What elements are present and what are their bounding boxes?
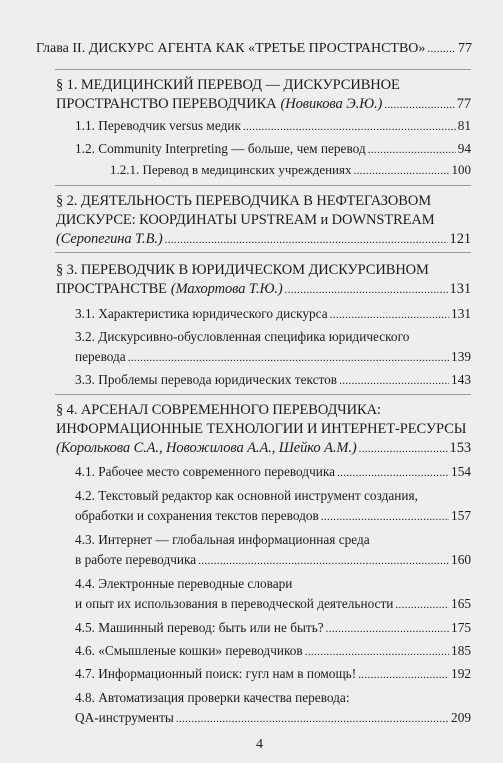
toc-section-2	[56, 192, 471, 250]
section-heading-line: § 2. ДЕЯТЕЛЬНОСТЬ ПЕРЕВОДЧИКА В НЕФТЕГАЗОВОМ	[56, 193, 432, 209]
toc-item	[75, 139, 471, 160]
section-heading-line: ПРОСТРАНСТВО ПЕРЕВОДЧИКА	[56, 96, 277, 112]
dot-leader	[326, 618, 449, 639]
toc-subitem	[110, 162, 471, 178]
item-label: 3.1. Характеристика юридического дискурса	[75, 306, 328, 321]
item-label: и опыт их использования в переводческой деятельности	[75, 596, 394, 611]
dot-leader	[337, 462, 449, 483]
toc-section-4	[56, 401, 471, 459]
chapter-title: Глава II. ДИСКУРС АГЕНТА КАК «ТРЕТЬЕ ПРОСТРАНСТВО»	[36, 41, 426, 56]
section-heading-line: ПРОСТРАНСТВЕ	[56, 281, 167, 297]
dot-leader	[285, 280, 448, 300]
toc-item	[75, 688, 471, 729]
toc-item	[75, 486, 471, 527]
toc-item	[75, 304, 471, 325]
item-label: 1.2. Community Interpreting — больше, чем перевод	[75, 141, 366, 156]
section-author: (Новикова Э.Ю.)	[280, 96, 383, 112]
dot-leader	[305, 641, 449, 662]
toc-section-3	[56, 261, 471, 300]
item-label: 4.3. Интернет — глобальная информационная среда	[75, 532, 370, 547]
dot-leader	[243, 116, 456, 137]
dot-leader	[359, 439, 448, 459]
dot-leader	[384, 95, 454, 115]
page-ref: 77	[458, 41, 472, 56]
page-ref: 131	[449, 281, 471, 297]
page-ref: 121	[449, 231, 471, 247]
page-ref: 153	[449, 440, 471, 456]
dot-leader	[427, 41, 456, 57]
page-ref: 81	[457, 118, 471, 133]
item-label: QA-инструменты	[75, 710, 174, 725]
item-label: перевода	[75, 349, 126, 364]
item-label: 4.4. Электронные переводные словари	[75, 576, 293, 591]
separator	[55, 69, 471, 70]
page-ref: 160	[451, 552, 471, 567]
item-label: 1.2.1. Перевод в медицинских учреждениях	[110, 162, 352, 177]
page-ref: 192	[451, 666, 471, 681]
toc-item	[75, 370, 471, 391]
dot-leader	[339, 370, 449, 391]
section-heading-line: § 3. ПЕРЕВОДЧИК В ЮРИДИЧЕСКОМ ДИСКУРСИВНОМ	[56, 262, 429, 278]
separator	[55, 394, 471, 395]
item-label: 3.2. Дискурсивно-обусловленная специфика юридического	[75, 329, 410, 344]
toc-chapter-entry	[36, 41, 472, 57]
section-author: (Серопегина Т.В.)	[56, 231, 163, 247]
page-ref: 175	[451, 620, 471, 635]
toc-item	[75, 462, 471, 483]
page-ref: 185	[451, 643, 471, 658]
toc-item	[75, 574, 471, 615]
toc-section-1	[56, 76, 471, 115]
item-label: обработки и сохранения текстов переводов	[75, 508, 319, 523]
dot-leader	[358, 664, 449, 685]
page-ref: 143	[451, 372, 471, 387]
item-label: 4.7. Информационный поиск: гугл нам в помощь!	[75, 666, 357, 681]
toc-item	[75, 641, 471, 662]
page-ref: 209	[451, 710, 471, 725]
section-author: (Махортова Т.Ю.)	[170, 281, 283, 297]
toc-item	[75, 327, 471, 368]
toc-item	[75, 530, 471, 571]
page-ref: 131	[451, 306, 471, 321]
section-heading-line: § 1. МЕДИЦИНСКИЙ ПЕРЕВОД — ДИСКУРСИВНОЕ	[56, 77, 400, 93]
item-label: 4.1. Рабочее место современного переводчика	[75, 464, 336, 479]
page-ref: 165	[451, 596, 471, 611]
item-label: 4.6. «Смышленые кошки» переводчиков	[75, 643, 303, 658]
page-ref: 100	[451, 162, 471, 177]
page-ref: 139	[451, 349, 471, 364]
dot-leader	[395, 594, 449, 615]
toc-item	[75, 664, 471, 685]
page-number: 4	[256, 737, 263, 752]
toc-item	[75, 116, 471, 137]
page-ref: 154	[451, 464, 471, 479]
item-label: 4.8. Автоматизация проверки качества перевода:	[75, 690, 350, 705]
item-label: 4.5. Машинный перевод: быть или не быть?	[75, 620, 324, 635]
dot-leader	[176, 708, 449, 729]
dot-leader	[165, 230, 448, 250]
dot-leader	[128, 347, 449, 368]
dot-leader	[321, 506, 449, 527]
section-heading-line: ДИСКУРСЕ: КООРДИНАТЫ UPSTREAM и DOWNSTREAM	[56, 212, 435, 228]
page-ref: 77	[456, 96, 471, 112]
section-heading-line: § 4. АРСЕНАЛ СОВРЕМЕННОГО ПЕРЕВОДЧИКА:	[56, 402, 381, 418]
page-ref: 94	[457, 141, 471, 156]
separator	[55, 252, 471, 253]
section-heading-line: ИНФОРМАЦИОННЫЕ ТЕХНОЛОГИИ И ИНТЕРНЕТ-РЕСУРСЫ	[56, 421, 467, 437]
toc-item	[75, 618, 471, 639]
dot-leader	[198, 550, 449, 571]
dot-leader	[368, 139, 456, 160]
item-label: 4.2. Текстовый редактор как основной инструмент создания,	[75, 488, 418, 503]
item-label: 3.3. Проблемы перевода юридических текстов	[75, 372, 338, 387]
item-label: 1.1. Переводчик versus медик	[75, 118, 241, 133]
item-label: в работе переводчика	[75, 552, 197, 567]
dot-leader	[330, 304, 449, 325]
dot-leader	[353, 162, 449, 178]
section-author: (Королькова С.А., Новожилова А.А., Шейко А.М.)	[56, 440, 357, 456]
page-ref: 157	[451, 508, 471, 523]
separator	[55, 185, 471, 186]
